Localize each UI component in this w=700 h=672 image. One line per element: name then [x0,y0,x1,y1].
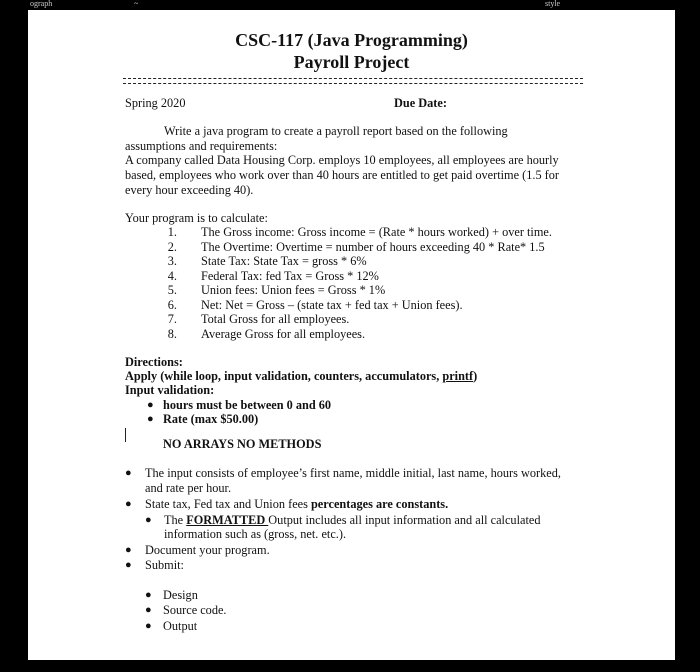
bullet-1-line-1: The input consists of employee’s first name, middle initial, last name, hours worked, [145,466,561,480]
text-cursor [125,428,126,442]
submit-item: Source code. [163,603,227,617]
input-validation-heading: Input validation: [125,383,215,397]
directions-apply: Apply (while loop, input validation, counters, accumulators, printf) [125,369,478,383]
bullet-icon: ● [125,467,132,479]
validation-item: Rate (max $50.00) [163,412,259,426]
bullet-2: State tax, Fed tax and Union fees percentages are constants. [145,497,449,511]
bullet-icon: ● [125,498,132,510]
top-fragment-mid: ~ [134,0,139,8]
top-fragment-right: style [545,0,561,8]
due-date-label: Due Date: [394,96,447,110]
calc-item: State Tax: State Tax = gross * 6% [201,254,367,268]
calc-number: 4. [167,269,177,283]
bullet-icon: ● [145,589,152,601]
no-arrays-note: NO ARRAYS NO METHODS [163,437,322,451]
calc-number: 6. [167,298,177,312]
bullet-icon: ● [125,559,132,571]
calc-item: The Gross income: Gross income = (Rate * hours worked) + over time. [201,225,552,239]
submit-item: Design [163,588,198,602]
calc-item: The Overtime: Overtime = number of hours exceeding 40 * Rate* 1.5 [201,240,545,254]
bullet-4: Document your program. [145,543,270,557]
bullet-icon: ● [147,399,154,411]
bullet-3-line-2: information such as (gross, net. etc.). [164,527,347,541]
calc-item: Federal Tax: fed Tax = Gross * 12% [201,269,379,283]
calc-number: 3. [167,254,177,268]
intro-line-2: assumptions and requirements: [125,139,278,153]
top-dark-bar [0,0,700,10]
divider-rule-2 [123,83,583,84]
bullet-icon: ● [147,413,154,425]
semester-label: Spring 2020 [125,96,186,110]
document-page [28,10,675,660]
calc-heading: Your program is to calculate: [125,211,268,225]
submit-item: Output [163,619,198,633]
bullet-1-line-2: and rate per hour. [145,481,232,495]
page-subtitle: Payroll Project [293,52,410,72]
calc-number: 1. [167,225,177,239]
bullet-icon: ● [145,604,152,616]
intro-line-4: based, employees who work over than 40 hours are entitled to get paid overtime (1.5 for [125,168,560,182]
bullet-icon: ● [145,620,152,632]
bullet-icon: ● [125,544,132,556]
calc-number: 8. [167,327,177,341]
bullet-5: Submit: [145,558,184,572]
top-fragment-left: ograph [30,0,53,8]
intro-line-5: every hour exceeding 40). [125,183,254,197]
divider-rule-1 [123,78,583,79]
calc-item: Total Gross for all employees. [201,312,350,326]
page-title: CSC-117 (Java Programming) [235,30,468,50]
intro-line-3: A company called Data Housing Corp. employs 10 employees, all employees are hourly [125,153,559,167]
intro-line-1: Write a java program to create a payroll report based on the following [164,124,508,138]
calc-number: 2. [167,240,177,254]
directions-heading: Directions: [125,355,183,369]
calc-number: 7. [167,312,177,326]
validation-item: hours must be between 0 and 60 [163,398,332,412]
calc-number: 5. [167,283,177,297]
calc-item: Union fees: Union fees = Gross * 1% [201,283,386,297]
printf-link: printf [442,369,474,383]
calc-item: Average Gross for all employees. [201,327,366,341]
bullet-3-line-1: The FORMATTED Output includes all input information and all calculated [164,513,541,527]
calc-item: Net: Net = Gross – (state tax + fed tax + Union fees). [201,298,463,312]
bullet-icon: ● [145,514,152,526]
